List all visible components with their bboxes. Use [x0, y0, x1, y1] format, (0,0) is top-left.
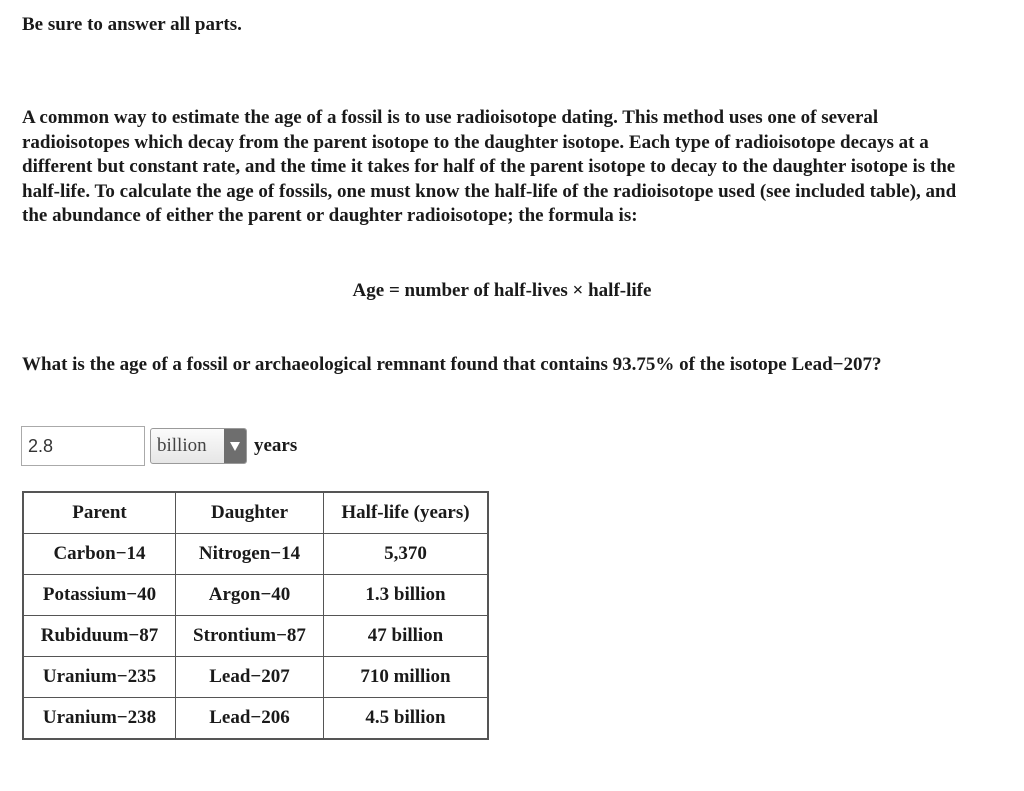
- cell-half-life: 5,370: [324, 534, 489, 575]
- cell-daughter: Lead−206: [176, 698, 324, 740]
- cell-half-life: 710 million: [324, 657, 489, 698]
- cell-parent: Rubiduum−87: [23, 616, 176, 657]
- cell-parent: Potassium−40: [23, 575, 176, 616]
- cell-half-life: 1.3 billion: [324, 575, 489, 616]
- cell-daughter: Nitrogen−14: [176, 534, 324, 575]
- cell-parent: Uranium−235: [23, 657, 176, 698]
- cell-half-life: 4.5 billion: [324, 698, 489, 740]
- answer-row: [21, 426, 297, 466]
- header-half-life: Half-life (years): [324, 492, 489, 534]
- instruction-text: Be sure to answer all parts.: [22, 14, 242, 35]
- header-daughter: Daughter: [176, 492, 324, 534]
- cell-parent: Uranium−238: [23, 698, 176, 740]
- unit-select-value: billion: [157, 435, 207, 456]
- cell-daughter: Lead−207: [176, 657, 324, 698]
- answer-input[interactable]: [21, 426, 145, 466]
- header-parent: Parent: [23, 492, 176, 534]
- table-row: [23, 575, 488, 616]
- cell-half-life: 47 billion: [324, 616, 489, 657]
- chevron-down-icon: [224, 429, 246, 463]
- intro-paragraph: A common way to estimate the age of a fossil is to use radioisotope dating. This method uses one of several radioisotopes which decay from the parent isotope to the daughter isotope. Each type of radioisotope decays at a different but constant rate, and the time it takes for half of the parent isotope to decay to the daughter isotope is the half-life. To calculate the age of fossils, one must know the half-life of the radioisotope used (see included table), and the abundance of either the parent or daughter radioisotope; the formula is:: [22, 107, 957, 227]
- unit-select[interactable]: [150, 428, 247, 464]
- cell-daughter: Argon−40: [176, 575, 324, 616]
- table-row: [23, 616, 488, 657]
- table-row: [23, 534, 488, 575]
- table-row: [23, 657, 488, 698]
- cell-parent: Carbon−14: [23, 534, 176, 575]
- unit-suffix-label: years: [254, 435, 298, 456]
- cell-daughter: Strontium−87: [176, 616, 324, 657]
- half-life-table: [22, 491, 489, 740]
- table-row: [23, 698, 488, 740]
- table-header-row: [23, 492, 488, 534]
- age-formula: Age = number of half-lives × half-life: [352, 280, 652, 301]
- question-text: What is the age of a fossil or archaeological remnant found that contains 93.75% of the isotope Lead−207?: [22, 354, 882, 375]
